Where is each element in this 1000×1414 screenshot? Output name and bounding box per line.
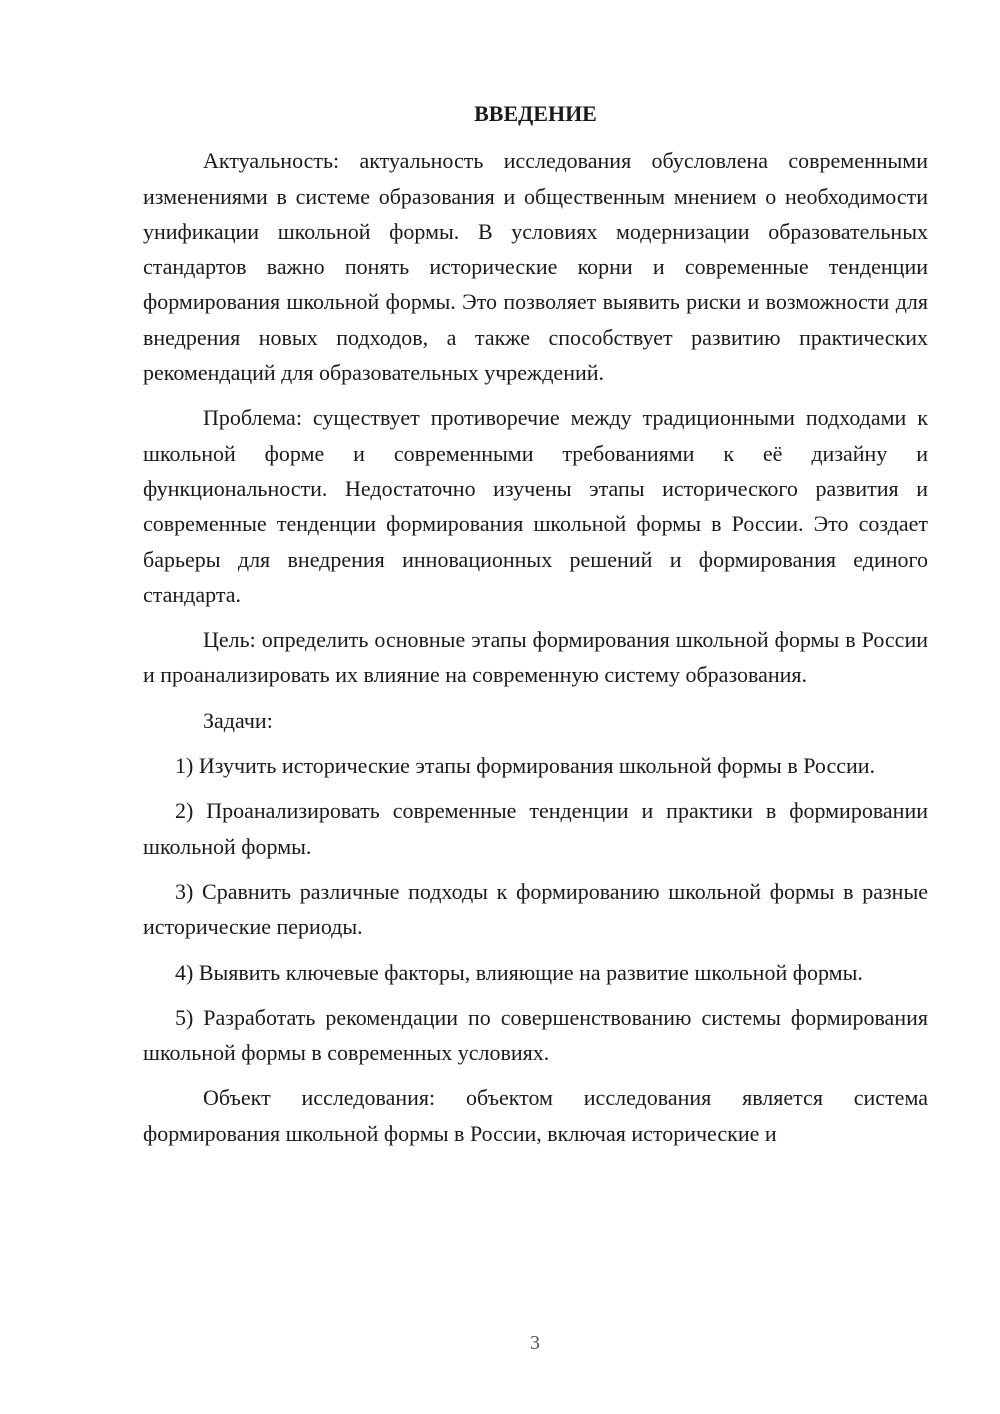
problem-paragraph: Проблема: существует противоречие между традиционными подходами к школьной форме и современными требованиями к её дизайну и функциональности. Недостаточно изучены этапы исторического развития и современные тенденции формирования школьной формы в России. Это создает барьеры для внедрения инновационных решений и формирования единого стандарта.	[143, 405, 928, 607]
task-item: 4) Выявить ключевые факторы, влияющие на развитие школьной формы.	[175, 959, 863, 985]
goal-paragraph: Цель: определить основные этапы формирования школьной формы в России и проанализировать их влияние на современную систему образования.	[143, 627, 928, 688]
relevance-paragraph: Актуальность: актуальность исследования обусловлена современными изменениями в системе образования и общественным мнением о необходимости унификации школьной формы. В условиях модернизации образовательных стандартов важно понять исторические корни и современные тенденции формирования школьной формы. Это позволяет выявить риски и возможности для внедрения новых подходов, а также способствует развитию практических рекомендаций для образовательных учреждений.	[143, 148, 928, 386]
object-paragraph: Объект исследования: объектом исследования является система формирования школьной формы в России, включая исторические и	[143, 1085, 928, 1146]
task-item: 5) Разработать рекомендации по совершенствованию системы формирования школьной формы в современных условиях.	[143, 1004, 928, 1066]
task-item: 3) Сравнить различные подходы к формированию школьной формы в разные исторические периоды.	[143, 878, 928, 940]
section-heading: ВВЕДЕНИЕ	[474, 101, 597, 126]
page-content	[143, 96, 928, 1151]
tasks-label: Задачи:	[203, 707, 273, 733]
page-number: 3	[530, 1332, 540, 1354]
task-item: 1) Изучить исторические этапы формирования школьной формы в России.	[175, 753, 876, 779]
task-item: 2) Проанализировать современные тенденции и практики в формировании школьной формы.	[143, 798, 928, 859]
tasks-list	[143, 748, 928, 1070]
